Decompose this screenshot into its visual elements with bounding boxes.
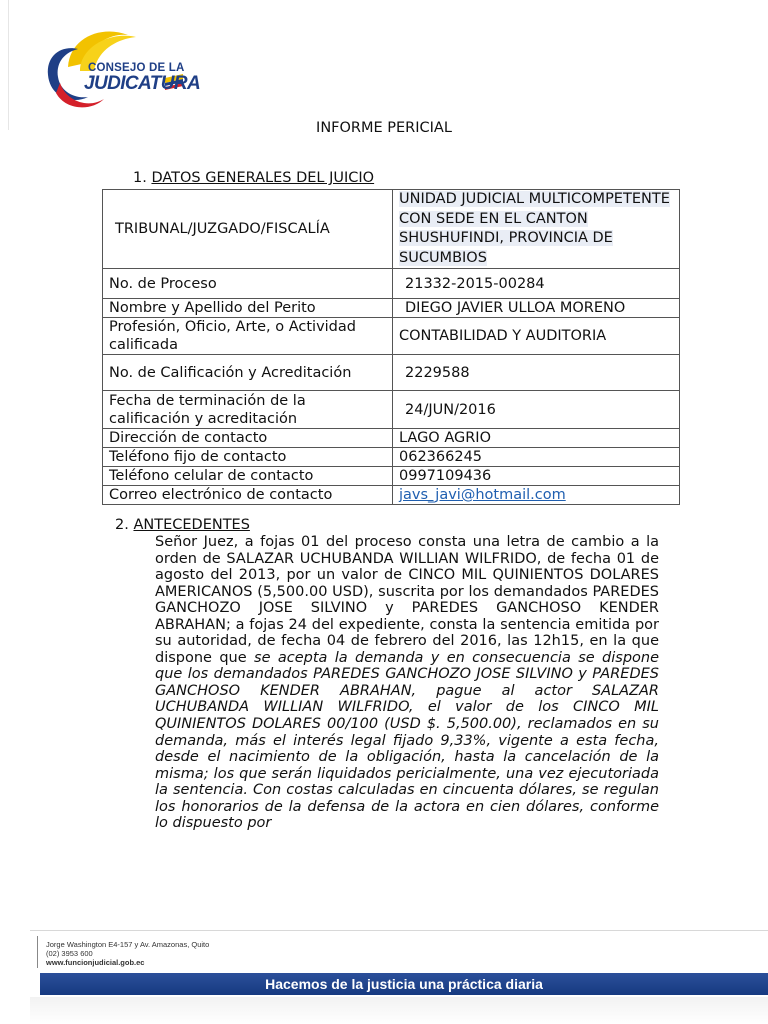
footer-slogan: Hacemos de la justicia una práctica diaria: [265, 976, 543, 992]
row-value: [393, 486, 680, 505]
section2-title: ANTECEDENTES: [133, 517, 250, 533]
table-row: [103, 391, 680, 429]
footer-separator: [37, 936, 38, 968]
row-value: LAGO AGRIO: [393, 429, 680, 448]
antecedentes-paragraph: [155, 534, 659, 832]
row-label: Correo electrónico de contacto: [103, 486, 393, 505]
footer-phone: (02) 3953 600: [46, 949, 93, 958]
table-row: [103, 318, 680, 355]
row-value: 0997109436: [393, 467, 680, 486]
antecedentes-text: Señor Juez, a fojas 01 del proceso consta una letra de cambio a la orden de SALAZAR UCHUBANDA WILLIAN WILFRIDO, de fecha 01 de agosto del 2013, por un valor de CINCO MIL QUINIENTOS DOLARES AMERICANOS (5,500.00 USD), suscrita por los demandados PAREDES GANCHOZO JOSE SILVINO y PAREDES GANCHOSO KENDER ABRAHAN; a fojas 24 del expediente, consta la sentencia emitida por su autoridad, de fecha 04 de febrero del 2016, las 12h15, en la que dispone que: [155, 534, 659, 666]
row-label: Nombre y Apellido del Perito: [103, 299, 393, 318]
row-label: Teléfono fijo de contacto: [103, 448, 393, 467]
row-label: No. de Calificación y Acreditación: [103, 355, 393, 391]
row-label: Dirección de contacto: [103, 429, 393, 448]
table-row: [103, 467, 680, 486]
row-label: No. de Proceso: [103, 269, 393, 299]
page-edge: [8, 0, 9, 130]
table-row: [103, 190, 680, 269]
section1-title: DATOS GENERALES DEL JUICIO: [151, 170, 375, 186]
table-row: [103, 486, 680, 505]
row-value: 21332-2015-00284: [393, 269, 680, 299]
table-row: [103, 448, 680, 467]
row-label: Teléfono celular de contacto: [103, 467, 393, 486]
row-label: TRIBUNAL/JUZGADO/FISCALÍA: [103, 190, 393, 269]
section2-number: 2.: [115, 517, 129, 533]
section2-heading: [115, 517, 250, 533]
footer-address: Jorge Washington E4-157 y Av. Amazonas, Quito: [46, 940, 210, 949]
row-label: Fecha de terminación de la calificación y acreditación: [103, 391, 393, 429]
row-value: 062366245: [393, 448, 680, 467]
row-value: CONTABILIDAD Y AUDITORIA: [393, 318, 680, 355]
row-label: Profesión, Oficio, Arte, o Actividad calificada: [103, 318, 393, 355]
table-row: [103, 299, 680, 318]
footer-website[interactable]: www.funcionjudicial.gob.ec: [46, 958, 145, 967]
footer-contact: [46, 940, 209, 967]
datos-generales-table: [102, 189, 680, 505]
footer-shade: [30, 997, 768, 1024]
footer-divider: [30, 930, 768, 931]
email-link[interactable]: javs_javi@hotmail.com: [399, 487, 566, 503]
logo-line1: CONSEJO DE LA: [88, 62, 185, 74]
document-title: INFORME PERICIAL: [316, 120, 452, 136]
logo-line2: JUDICATURA: [84, 73, 201, 94]
row-value: [393, 190, 680, 269]
table-row: [103, 355, 680, 391]
section1-heading: [133, 170, 374, 186]
row-value: 24/JUN/2016: [393, 391, 680, 429]
section1-number: 1.: [133, 170, 147, 186]
footer-banner: [40, 973, 768, 995]
antecedentes-italic-text: se acepta la demanda y en consecuencia se dispone que los demandados PAREDES GANCHOZO JOSE SILVINO y PAREDES GANCHOSO KENDER ABRAHAN, pague al actor SALAZAR UCHUBANDA WILLIAN WILFRIDO, el valor de los CINCO MIL QUINIENTOS DOLARES 00/100 (USD $. 5,500.00), reclamados en su demanda, más el interés legal fijado 9,33%, vigente a esta fecha, desde el nacimiento de la obligación, hasta la cancelación de la misma; los que serán liquidados pericialmente, una vez ejecutoriada la sentencia. Con costas calculadas en cincuenta dólares, se regulan los honorarios de la defensa de la actora en cien dólares, conforme lo dispuesto por: [155, 649, 660, 832]
row-value: DIEGO JAVIER ULLOA MORENO: [393, 299, 680, 318]
tribunal-value: UNIDAD JUDICIAL MULTICOMPETENTE CON SEDE EN EL CANTON SHUSHUFINDI, PROVINCIA DE SUCUMBIOS: [399, 191, 670, 266]
table-row: [103, 269, 680, 299]
row-value: 2229588: [393, 355, 680, 391]
table-row: [103, 429, 680, 448]
